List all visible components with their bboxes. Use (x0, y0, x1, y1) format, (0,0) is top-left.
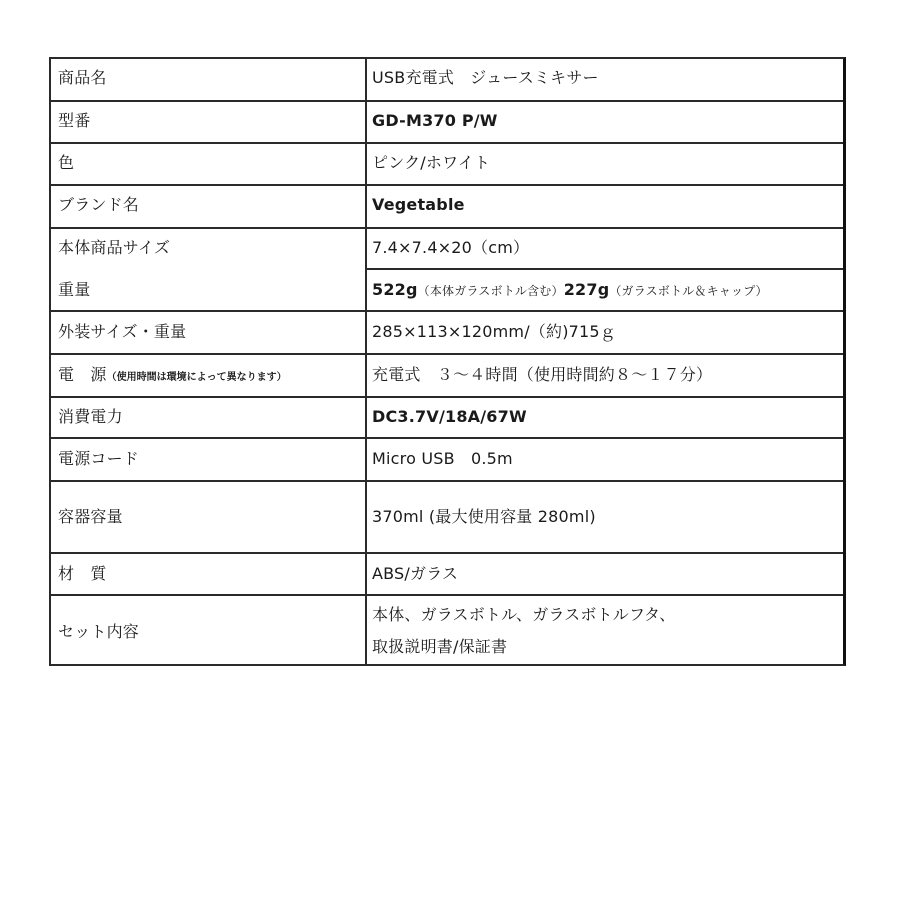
row-divider (51, 594, 843, 596)
label-package-size-weight: 外装サイズ・重量 (58, 322, 187, 341)
label-weight: 重量 (58, 280, 91, 299)
label-power-consumption: 消費電力 (58, 407, 123, 426)
value-color: ピンク/ホワイト (372, 153, 491, 172)
weight-bottle-cap: 227g (563, 280, 610, 299)
label-model-number: 型番 (58, 111, 91, 130)
value-power-cord: Micro USB 0.5m (372, 449, 513, 468)
power-source-label: 電 源 (58, 365, 107, 384)
value-material: ABS/ガラス (372, 564, 459, 583)
value-set-contents-line-2: 取扱説明書/保証書 (372, 637, 508, 656)
row-divider (51, 100, 843, 102)
row-divider (51, 552, 843, 554)
value-package-size-weight: 285×113×120mm/（約)715ｇ (372, 322, 616, 341)
value-product-name: USB充電式 ジュースミキサー (372, 68, 599, 87)
row-divider (51, 353, 843, 355)
row-divider (51, 437, 843, 439)
label-brand-name: ブランド名 (58, 195, 140, 214)
power-source-note: （使用時間は環境によって異なります） (106, 372, 287, 383)
value-set-contents-line-1: 本体、ガラスボトル、ガラスボトルフタ、 (372, 605, 676, 624)
row-divider (51, 396, 843, 398)
value-power-consumption: DC3.7V/18A/67W (372, 407, 527, 426)
value-container-capacity: 370ml (最大使用容量 280ml) (372, 507, 596, 526)
weight-with-bottle: 522g (372, 280, 418, 299)
value-power-source: 充電式 ３～４時間（使用時間約８～１７分） (372, 365, 713, 384)
label-power-cord: 電源コード (58, 449, 140, 468)
label-container-capacity: 容器容量 (58, 507, 123, 526)
label-set-contents: セット内容 (58, 622, 140, 641)
row-divider (51, 227, 843, 229)
weight-bottle-cap-note: （ガラスボトル＆キャップ） (609, 284, 768, 298)
label-power-source (58, 365, 287, 388)
value-body-size: 7.4×7.4×20（cm） (372, 238, 530, 257)
row-divider-partial (367, 268, 843, 270)
label-product-name: 商品名 (58, 68, 107, 87)
row-divider (51, 142, 843, 144)
label-body-size: 本体商品サイズ (58, 238, 171, 257)
column-divider (365, 59, 367, 664)
value-model-number: GD-M370 P/W (372, 111, 498, 130)
value-weight (372, 280, 768, 301)
product-spec-table (49, 57, 846, 666)
label-color: 色 (58, 153, 75, 172)
weight-with-bottle-note: （本体ガラスボトル含む） (417, 284, 564, 298)
row-divider (51, 184, 843, 186)
value-brand-name: Vegetable (372, 195, 465, 214)
label-material: 材 質 (58, 564, 107, 583)
row-divider (51, 310, 843, 312)
row-divider (51, 480, 843, 482)
